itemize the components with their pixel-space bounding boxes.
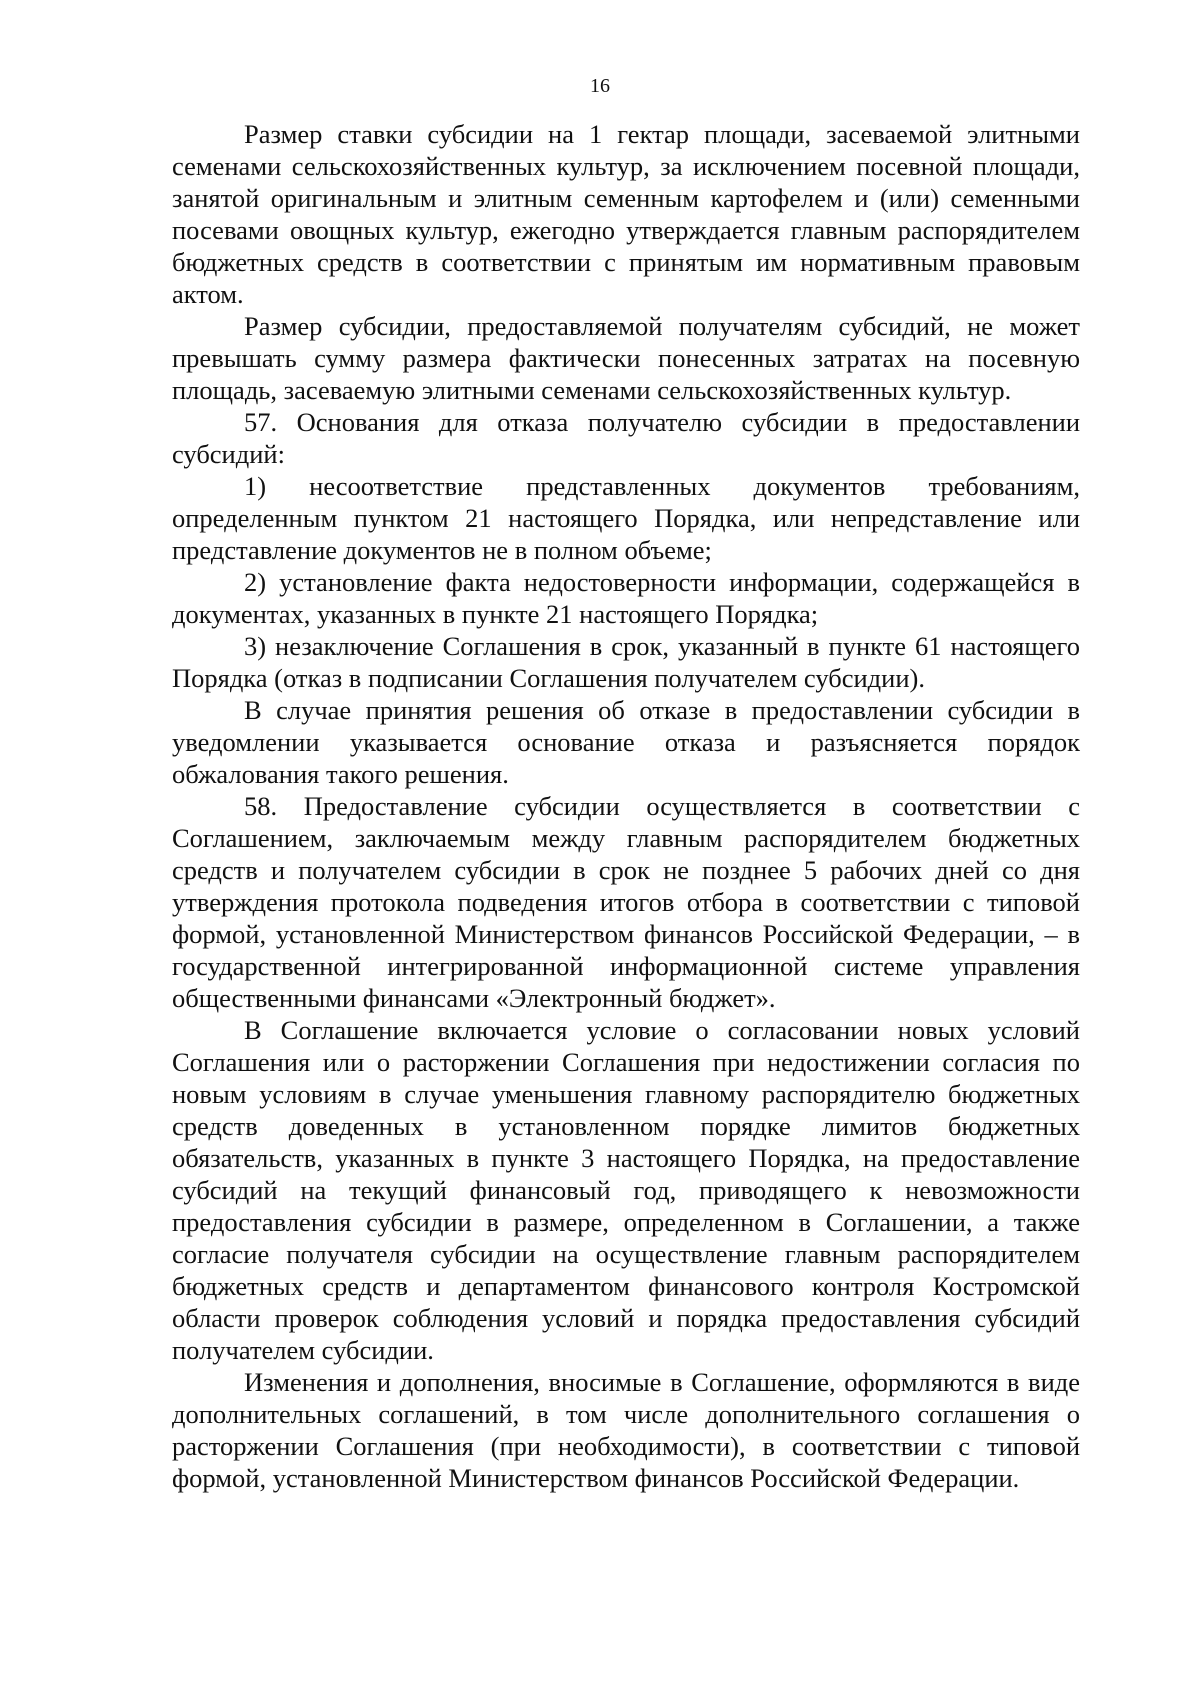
paragraph-refusal-notice: В случае принятия решения об отказе в предоставлении субсидии в уведомлении указывается основание отказа и разъясняется порядок обжалования такого решения. <box>172 695 1080 789</box>
paragraph-ground-1: 1) несоответствие представленных документов требованиям, определенным пунктом 21 настоящего Порядка, или непредставление или представление документов не в полном объеме; <box>172 471 1080 565</box>
paragraph-subsidy-limit: Размер субсидии, предоставляемой получателям субсидий, не может превышать сумму размера фактически понесенных затратах на посевную площадь, засеваемую элитными семенами сельскохозяйственных культур. <box>172 311 1080 405</box>
paragraph-agreement-conditions: В Соглашение включается условие о согласовании новых условий Соглашения или о расторжении Соглашения при недостижении согласия по новым условиям в случае уменьшения главному распорядителю бюджетных средств доведенных в установленном порядке лимитов бюджетных обязательств, указанных в пункте 3 настоящего Порядка, на предоставление субсидий на текущий финансовый год, приводящего к невозможности предоставления субсидии в размере, определенном в Соглашении, а также согласие получателя субсидии на осуществление главным распорядителем бюджетных средств и департаментом финансового контроля Костромской области проверок соблюдения условий и порядка предоставления субсидий получателем субсидии. <box>172 1015 1080 1365</box>
paragraph-58-agreement: 58. Предоставление субсидии осуществляется в соответствии с Соглашением, заключаемым между главным распорядителем бюджетных средств и получателем субсидии в срок не позднее 5 рабочих дней со дня утверждения протокола подведения итогов отбора в соответствии с типовой формой, установленной Министерством финансов Российской Федерации, – в государственной интегрированной информационной системе управления общественными финансами «Электронный бюджет». <box>172 791 1080 1013</box>
page-number: 16 <box>590 75 610 97</box>
paragraph-ground-2: 2) установление факта недостоверности информации, содержащейся в документах, указанных в пункте 21 настоящего Порядка; <box>172 567 1080 629</box>
paragraph-agreement-amendments: Изменения и дополнения, вносимые в Соглашение, оформляются в виде дополнительных соглашений, в том числе дополнительного соглашения о расторжении Соглашения (при необходимости), в соответствии с типовой формой, установленной Министерством финансов Российской Федерации. <box>172 1367 1080 1493</box>
paragraph-ground-3: 3) незаключение Соглашения в срок, указанный в пункте 61 настоящего Порядка (отказ в подписании Соглашения получателем субсидии). <box>172 631 1080 693</box>
paragraph-57-refusal-grounds: 57. Основания для отказа получателю субсидии в предоставлении субсидий: <box>172 407 1080 469</box>
paragraph-subsidy-rate: Размер ставки субсидии на 1 гектар площади, засеваемой элитными семенами сельскохозяйственных культур, за исключением посевной площади, занятой оригинальным и элитным семенным картофелем и (или) семенными посевами овощных культур, ежегодно утверждается главным распорядителем бюджетных средств в соответствии с принятым им нормативным правовым актом. <box>172 119 1080 309</box>
document-body <box>172 118 1080 1494</box>
